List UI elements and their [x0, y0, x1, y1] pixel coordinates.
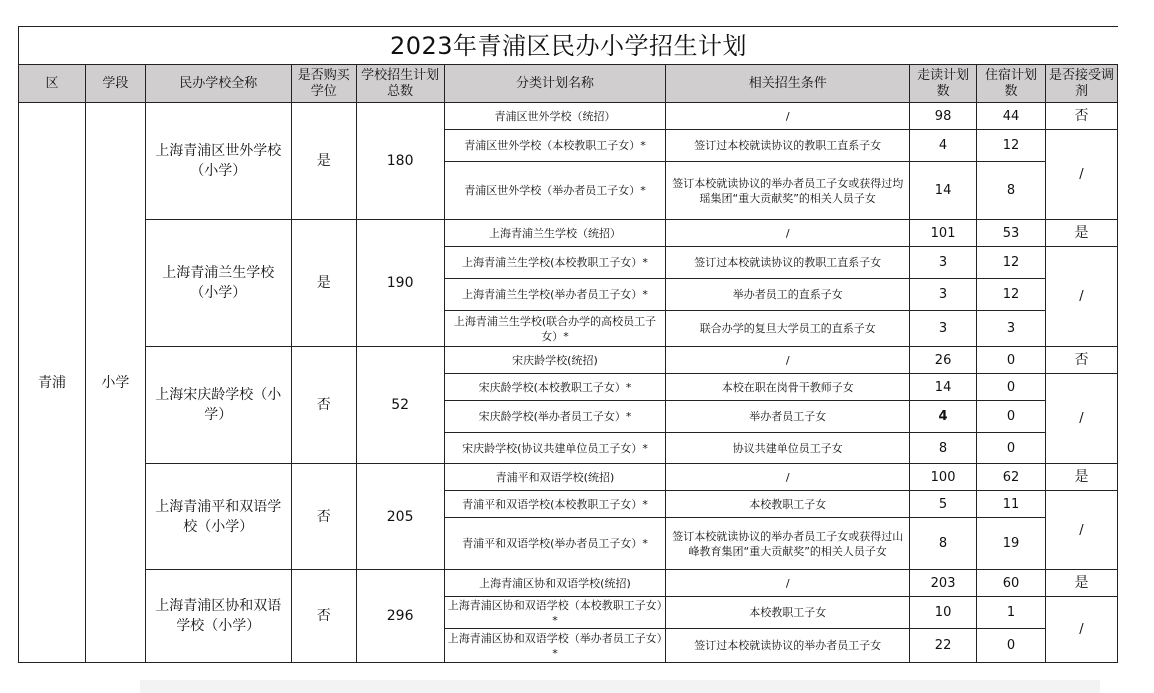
day-count-cell: 8 — [910, 433, 977, 464]
header-cell: 相关招生条件 — [666, 65, 910, 103]
board-count-cell: 0 — [977, 374, 1046, 401]
condition-cell: / — [666, 347, 910, 374]
adjust-cell: / — [1045, 491, 1117, 570]
day-count-cell: 98 — [910, 103, 977, 130]
header-row — [19, 65, 1118, 103]
table-row — [19, 347, 1118, 374]
plan-name-cell: 青浦平和双语学校(本校教职工子女）* — [444, 491, 666, 518]
total-cell: 52 — [356, 347, 444, 464]
plan-name-cell: 宋庆龄学校(协议共建单位员工子女）* — [444, 433, 666, 464]
plan-name-cell: 宋庆龄学校(统招) — [444, 347, 666, 374]
plan-name-cell: 青浦区世外学校（本校教职工子女）* — [444, 130, 666, 162]
board-count-cell: 11 — [977, 491, 1046, 518]
board-count-cell: 0 — [977, 433, 1046, 464]
day-count-cell: 3 — [910, 311, 977, 347]
school-name-cell: 上海青浦平和双语学校（小学） — [145, 464, 291, 570]
day-count-cell: 26 — [910, 347, 977, 374]
adjust-cell: 否 — [1045, 347, 1117, 374]
adjust-cell: 是 — [1045, 220, 1117, 247]
board-count-cell: 53 — [977, 220, 1046, 247]
condition-cell: 本校在职在岗骨干教师子女 — [666, 374, 910, 401]
board-count-cell: 0 — [977, 401, 1046, 433]
day-count-cell: 5 — [910, 491, 977, 518]
condition-cell: / — [666, 220, 910, 247]
bought-cell: 是 — [291, 220, 356, 347]
condition-cell: 签订过本校就读协议的教职工直系子女 — [666, 247, 910, 279]
bought-cell: 否 — [291, 347, 356, 464]
board-count-cell: 62 — [977, 464, 1046, 491]
board-count-cell: 0 — [977, 347, 1046, 374]
plan-name-cell: 上海青浦区协和双语学校（本校教职工子女）* — [444, 597, 666, 629]
board-count-cell: 12 — [977, 279, 1046, 311]
plan-name-cell: 上海青浦区协和双语学校（举办者员工子女）* — [444, 629, 666, 663]
board-count-cell: 0 — [977, 629, 1046, 663]
header-cell: 学段 — [85, 65, 145, 103]
board-count-cell: 60 — [977, 570, 1046, 597]
plan-name-cell: 宋庆龄学校(举办者员工子女）* — [444, 401, 666, 433]
day-count-cell: 203 — [910, 570, 977, 597]
plan-name-cell: 青浦平和双语学校(举办者员工子女）* — [444, 518, 666, 570]
board-count-cell: 12 — [977, 247, 1046, 279]
adjust-cell: / — [1045, 597, 1117, 663]
condition-cell: 签订过本校就读协议的教职工直系子女 — [666, 130, 910, 162]
header-cell: 学校招生计划总数 — [356, 65, 444, 103]
condition-cell: 联合办学的复旦大学员工的直系子女 — [666, 311, 910, 347]
adjust-cell: 否 — [1045, 103, 1117, 130]
stage-cell: 小学 — [85, 103, 145, 663]
board-count-cell: 3 — [977, 311, 1046, 347]
header-cell: 区 — [19, 65, 86, 103]
adjust-cell: / — [1045, 130, 1117, 220]
day-count-cell: 100 — [910, 464, 977, 491]
district-cell: 青浦 — [19, 103, 86, 663]
plan-name-cell: 上海青浦区协和双语学校(统招) — [444, 570, 666, 597]
plan-name-cell: 上海青浦兰生学校(联合办学的高校员工子女）* — [444, 311, 666, 347]
day-count-cell: 10 — [910, 597, 977, 629]
plan-name-cell: 上海青浦兰生学校(举办者员工子女）* — [444, 279, 666, 311]
plan-name-cell: 青浦区世外学校（统招） — [444, 103, 666, 130]
header-cell: 是否购买学位 — [291, 65, 356, 103]
day-count-cell: 22 — [910, 629, 977, 663]
condition-cell: / — [666, 103, 910, 130]
page-bottom-edge — [140, 680, 1100, 693]
condition-cell: 举办者员工子女 — [666, 401, 910, 433]
day-count-cell: 8 — [910, 518, 977, 570]
plan-name-cell: 上海青浦兰生学校（统招） — [444, 220, 666, 247]
condition-cell: 本校教职工子女 — [666, 491, 910, 518]
school-name-cell: 上海宋庆龄学校（小学） — [145, 347, 291, 464]
school-name-cell: 上海青浦区世外学校（小学） — [145, 103, 291, 220]
day-count-cell: 3 — [910, 247, 977, 279]
condition-cell: 签订本校就读协议的举办者员工子女或获得过山峰教育集团“重大贡献奖”的相关人员子女 — [666, 518, 910, 570]
plan-name-cell: 宋庆龄学校(本校教职工子女）* — [444, 374, 666, 401]
condition-cell: 协议共建单位员工子女 — [666, 433, 910, 464]
board-count-cell: 19 — [977, 518, 1046, 570]
adjust-cell: 是 — [1045, 570, 1117, 597]
condition-cell: 举办者员工的直系子女 — [666, 279, 910, 311]
board-count-cell: 12 — [977, 130, 1046, 162]
adjust-cell: 是 — [1045, 464, 1117, 491]
header-cell: 住宿计划数 — [977, 65, 1046, 103]
day-count-cell: 14 — [910, 162, 977, 220]
bought-cell: 是 — [291, 103, 356, 220]
adjust-cell: / — [1045, 247, 1117, 347]
school-name-cell: 上海青浦区协和双语学校（小学） — [145, 570, 291, 663]
enrollment-table — [18, 64, 1118, 663]
day-count-cell: 101 — [910, 220, 977, 247]
day-count-cell: 4 — [910, 130, 977, 162]
header-cell: 是否接受调剂 — [1045, 65, 1117, 103]
header-cell: 走读计划数 — [910, 65, 977, 103]
condition-cell: 签订过本校就读协议的举办者员工子女 — [666, 629, 910, 663]
day-count-cell: 3 — [910, 279, 977, 311]
table-row — [19, 103, 1118, 130]
condition-cell: 本校教职工子女 — [666, 597, 910, 629]
header-cell: 分类计划名称 — [444, 65, 666, 103]
bought-cell: 否 — [291, 464, 356, 570]
plan-name-cell: 青浦平和双语学校(统招) — [444, 464, 666, 491]
page-title: 2023年青浦区民办小学招生计划 — [18, 26, 1118, 64]
condition-cell: / — [666, 570, 910, 597]
day-count-cell: 14 — [910, 374, 977, 401]
table-row — [19, 464, 1118, 491]
total-cell: 205 — [356, 464, 444, 570]
condition-cell: 签订本校就读协议的举办者员工子女或获得过均瑶集团“重大贡献奖”的相关人员子女 — [666, 162, 910, 220]
board-count-cell: 8 — [977, 162, 1046, 220]
school-name-cell: 上海青浦兰生学校（小学） — [145, 220, 291, 347]
total-cell: 190 — [356, 220, 444, 347]
day-count-cell: 4 — [910, 401, 977, 433]
bought-cell: 否 — [291, 570, 356, 663]
plan-name-cell: 上海青浦兰生学校(本校教职工子女）* — [444, 247, 666, 279]
total-cell: 180 — [356, 103, 444, 220]
board-count-cell: 44 — [977, 103, 1046, 130]
plan-name-cell: 青浦区世外学校（举办者员工子女）* — [444, 162, 666, 220]
adjust-cell: / — [1045, 374, 1117, 464]
table-row — [19, 570, 1118, 597]
table-row — [19, 220, 1118, 247]
condition-cell: / — [666, 464, 910, 491]
header-cell: 民办学校全称 — [145, 65, 291, 103]
board-count-cell: 1 — [977, 597, 1046, 629]
total-cell: 296 — [356, 570, 444, 663]
